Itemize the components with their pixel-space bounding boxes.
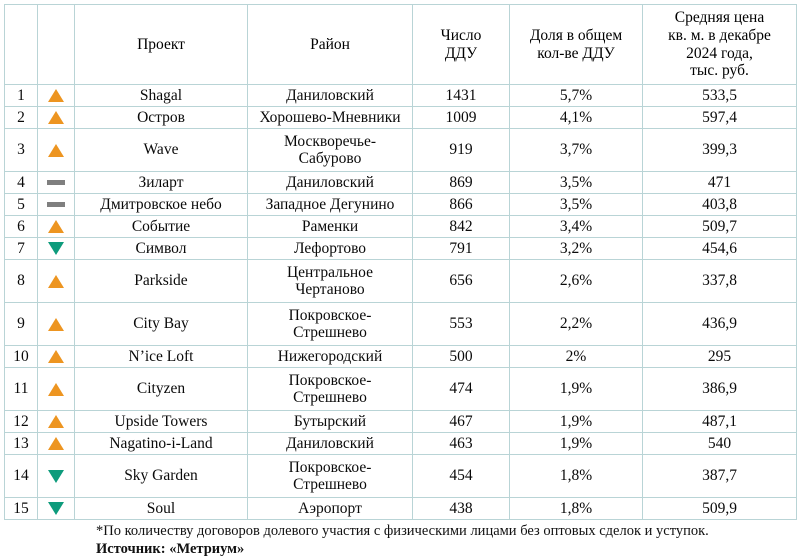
cell-share: 3,5% [510, 172, 643, 194]
cell-count: 869 [413, 172, 510, 194]
column-header-share-line1: Доля в общем [529, 26, 623, 44]
trend-up-icon [48, 350, 64, 363]
trend-up-icon [48, 437, 64, 450]
cell-price: 533,5 [643, 85, 797, 107]
trend-up-icon [48, 89, 64, 102]
cell-district-line1: Западное Дегунино [265, 195, 395, 213]
cell-district-line2: Стрешнево [293, 476, 367, 493]
cell-count: 467 [413, 411, 510, 433]
cell-price: 387,7 [643, 455, 797, 498]
cell-price: 403,8 [643, 194, 797, 216]
cell-project: Wave [75, 129, 248, 172]
cell-price: 509,9 [643, 498, 797, 520]
cell-district-line2: Чертаново [295, 281, 365, 298]
cell-share: 1,9% [510, 411, 643, 433]
cell-trend [38, 129, 75, 172]
column-header-district: Район [248, 5, 413, 85]
trend-up-icon [48, 220, 64, 233]
trend-up-icon [48, 383, 64, 396]
column-header-trend [38, 5, 75, 85]
cell-project: Nagatino-i-Land [75, 433, 248, 455]
cell-count: 1009 [413, 107, 510, 129]
cell-rank: 5 [5, 194, 38, 216]
trend-flat-icon [47, 202, 65, 207]
cell-project: Shagal [75, 85, 248, 107]
table-row [5, 172, 797, 194]
cell-project: Дмитровское небо [75, 194, 248, 216]
footnotes [96, 523, 800, 558]
table-header [5, 5, 797, 85]
table-row [5, 368, 797, 411]
table-row [5, 238, 797, 260]
column-header-count-line1: Число [440, 26, 482, 44]
column-header-price-line2: кв. м. в декабре [668, 26, 771, 44]
cell-count: 866 [413, 194, 510, 216]
cell-rank: 6 [5, 216, 38, 238]
cell-district [248, 303, 413, 346]
trend-up-icon [48, 111, 64, 124]
column-header-price [643, 5, 797, 85]
column-header-price-line1: Средняя цена [674, 9, 765, 27]
cell-trend [38, 194, 75, 216]
cell-rank: 8 [5, 260, 38, 303]
cell-project: Sky Garden [75, 455, 248, 498]
trend-up-icon [48, 275, 64, 288]
cell-district-line1: Нижегородский [277, 347, 383, 365]
column-header-rank [5, 5, 38, 85]
table-row [5, 498, 797, 520]
cell-price: 487,1 [643, 411, 797, 433]
column-header-price-line4: тыс. руб. [690, 62, 749, 80]
cell-rank: 4 [5, 172, 38, 194]
cell-trend [38, 238, 75, 260]
cell-count: 842 [413, 216, 510, 238]
cell-project: N’ice Loft [75, 346, 248, 368]
cell-count: 1431 [413, 85, 510, 107]
trend-down-icon [48, 470, 64, 483]
table-row [5, 455, 797, 498]
trend-up-icon [48, 144, 64, 157]
cell-share: 2,2% [510, 303, 643, 346]
cell-trend [38, 260, 75, 303]
table-row [5, 194, 797, 216]
trend-flat-icon [47, 180, 65, 185]
cell-district-line1: Хорошево-Мневники [259, 108, 401, 126]
cell-rank: 3 [5, 129, 38, 172]
cell-share: 3,2% [510, 238, 643, 260]
cell-count: 500 [413, 346, 510, 368]
column-header-project: Проект [75, 5, 248, 85]
cell-trend [38, 433, 75, 455]
cell-price: 337,8 [643, 260, 797, 303]
cell-rank: 13 [5, 433, 38, 455]
cell-district [248, 433, 413, 455]
cell-price: 471 [643, 172, 797, 194]
cell-district-line1: Даниловский [286, 173, 374, 191]
cell-district-line1: Покровское- [288, 306, 372, 324]
cell-district-line1: Покровское- [288, 371, 372, 389]
footnote-text: *По количеству договоров долевого участия с физическими лицами без оптовых сделок и уступок. [96, 523, 709, 539]
table-row [5, 346, 797, 368]
table-screenshot [0, 4, 800, 557]
column-header-count [413, 5, 510, 85]
column-header-count-line2: ДДУ [444, 44, 478, 62]
table-row [5, 260, 797, 303]
table-row [5, 411, 797, 433]
cell-count: 438 [413, 498, 510, 520]
cell-price: 540 [643, 433, 797, 455]
cell-district [248, 368, 413, 411]
cell-count: 474 [413, 368, 510, 411]
cell-count: 463 [413, 433, 510, 455]
trend-down-icon [48, 502, 64, 515]
cell-trend [38, 411, 75, 433]
cell-district-line2: Стрешнево [293, 389, 367, 406]
cell-project: City Bay [75, 303, 248, 346]
cell-count: 454 [413, 455, 510, 498]
cell-trend [38, 498, 75, 520]
cell-rank: 1 [5, 85, 38, 107]
table-row [5, 129, 797, 172]
table-row [5, 85, 797, 107]
cell-rank: 2 [5, 107, 38, 129]
cell-rank: 15 [5, 498, 38, 520]
cell-district-line1: Аэропорт [298, 499, 362, 517]
cell-rank: 9 [5, 303, 38, 346]
cell-rank: 11 [5, 368, 38, 411]
cell-share: 4,1% [510, 107, 643, 129]
cell-trend [38, 368, 75, 411]
cell-district [248, 238, 413, 260]
trend-up-icon [48, 318, 64, 331]
cell-rank: 7 [5, 238, 38, 260]
cell-project: Upside Towers [75, 411, 248, 433]
cell-district [248, 129, 413, 172]
table-row [5, 433, 797, 455]
cell-district-line1: Лефортово [293, 239, 367, 257]
cell-price: 386,9 [643, 368, 797, 411]
cell-district [248, 85, 413, 107]
trend-up-icon [48, 415, 64, 428]
cell-district-line2: Сабурово [298, 150, 362, 167]
cell-project: Зиларт [75, 172, 248, 194]
cell-price: 436,9 [643, 303, 797, 346]
cell-share: 2% [510, 346, 643, 368]
table-row [5, 303, 797, 346]
column-header-share-line2: кол-ве ДДУ [537, 44, 615, 62]
cell-district [248, 498, 413, 520]
cell-district [248, 107, 413, 129]
cell-rank: 12 [5, 411, 38, 433]
cell-trend [38, 346, 75, 368]
cell-district-line1: Москворечье- [283, 132, 377, 150]
cell-rank: 10 [5, 346, 38, 368]
cell-district [248, 455, 413, 498]
cell-district-line1: Даниловский [286, 434, 374, 452]
cell-share: 1,9% [510, 368, 643, 411]
cell-count: 791 [413, 238, 510, 260]
cell-district-line2: Стрешнево [293, 324, 367, 341]
cell-price: 399,3 [643, 129, 797, 172]
cell-share: 1,8% [510, 498, 643, 520]
cell-share: 1,8% [510, 455, 643, 498]
cell-count: 919 [413, 129, 510, 172]
cell-price: 597,4 [643, 107, 797, 129]
cell-price: 295 [643, 346, 797, 368]
header-row [5, 5, 797, 85]
cell-district [248, 172, 413, 194]
column-header-price-line3: 2024 года, [686, 44, 753, 62]
table-row [5, 216, 797, 238]
cell-district-line1: Центральное [286, 263, 373, 281]
cell-trend [38, 216, 75, 238]
cell-trend [38, 107, 75, 129]
cell-project: Остров [75, 107, 248, 129]
cell-district [248, 194, 413, 216]
cell-count: 656 [413, 260, 510, 303]
cell-project: Событие [75, 216, 248, 238]
footnote-source: Источник: «Метриум» [96, 540, 245, 557]
cell-project: Символ [75, 238, 248, 260]
cell-district-line1: Бутырский [293, 412, 367, 430]
cell-trend [38, 85, 75, 107]
cell-share: 3,7% [510, 129, 643, 172]
cell-share: 2,6% [510, 260, 643, 303]
cell-district-line1: Даниловский [286, 86, 374, 104]
table-row [5, 107, 797, 129]
trend-down-icon [48, 242, 64, 255]
cell-district-line1: Покровское- [288, 458, 372, 476]
cell-trend [38, 455, 75, 498]
column-header-share [510, 5, 643, 85]
cell-district [248, 260, 413, 303]
cell-share: 3,5% [510, 194, 643, 216]
developer-ranking-table [4, 4, 797, 520]
cell-share: 3,4% [510, 216, 643, 238]
cell-district [248, 411, 413, 433]
cell-district-line1: Раменки [301, 217, 359, 235]
cell-price: 454,6 [643, 238, 797, 260]
cell-price: 509,7 [643, 216, 797, 238]
cell-project: Parkside [75, 260, 248, 303]
cell-project: Cityzen [75, 368, 248, 411]
cell-trend [38, 172, 75, 194]
cell-district [248, 216, 413, 238]
cell-project: Soul [75, 498, 248, 520]
cell-rank: 14 [5, 455, 38, 498]
cell-trend [38, 303, 75, 346]
cell-district [248, 346, 413, 368]
table-body [5, 85, 797, 520]
cell-count: 553 [413, 303, 510, 346]
cell-share: 1,9% [510, 433, 643, 455]
cell-share: 5,7% [510, 85, 643, 107]
